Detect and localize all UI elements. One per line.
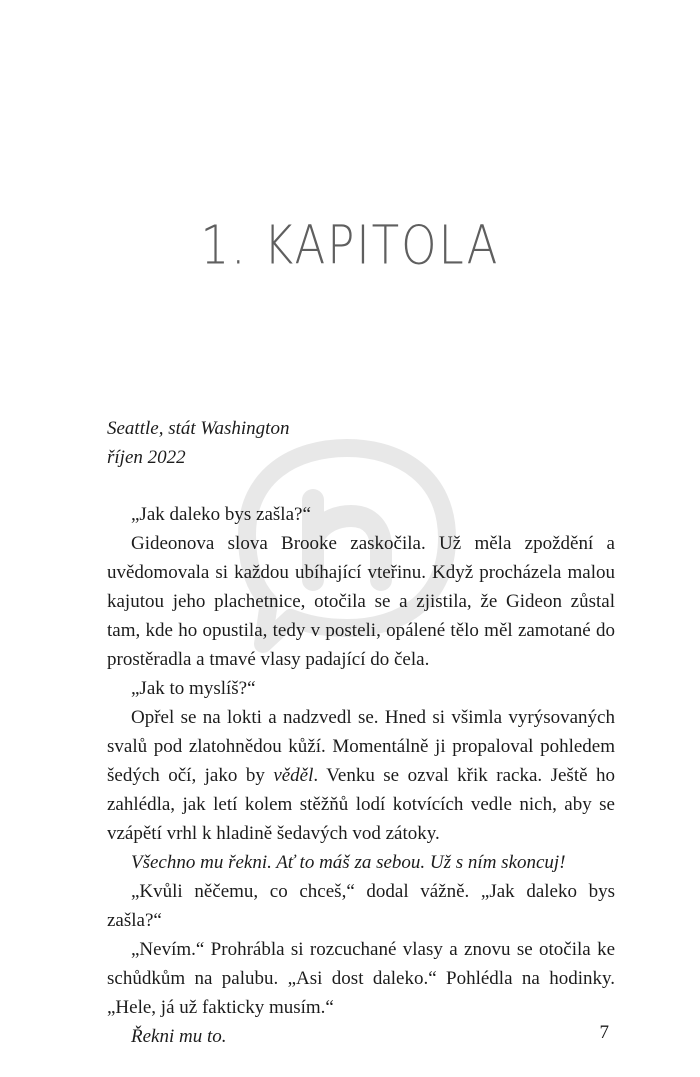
chapter-text xyxy=(107,414,615,1051)
thought-paragraph xyxy=(107,848,615,877)
paragraph xyxy=(107,703,615,848)
thought-paragraph xyxy=(107,1022,615,1051)
paragraph-text: . Venku se ozval křik racka. Ještě ho zahlédla, jak letí kolem stěžňů lodí kotvících vedle nich, aby se vzápětí vrhl k hladině šedavých vod zátoky. xyxy=(107,765,616,844)
thought-text: Všechno mu řekni. Ať to máš za sebou. Už s ním skoncuj! xyxy=(131,852,566,873)
location-date: říjen 2022 xyxy=(107,447,186,468)
chapter-title: 1. KAPITOLA xyxy=(200,214,500,277)
page-number: 7 xyxy=(599,1022,609,1043)
paragraph: „Nevím.“ Prohrábla si rozcuchané vlasy a znovu se otočila ke schůdkům na palubu. „Asi dost daleko.“ Pohlédla na hodinky. „Hele, já už fakticky musím.“ xyxy=(107,939,615,1018)
location-place: Seattle, stát Washington xyxy=(107,418,290,439)
paragraph: Gideonova slova Brooke zaskočila. Už měla zpoždění a uvědomovala si každou ubíhající vteřinu. Když procházela malou kajutou jeho plachetnice, otočila se a zjistila, že Gideon zůstal tam, kde ho opustila, tedy v posteli, opálené tělo měl zamotané do prostěradla a tmavé vlasy padající do čela. xyxy=(107,533,615,670)
paragraph: „Jak daleko bys zašla?“ xyxy=(131,504,311,525)
spacer xyxy=(107,472,615,500)
italic-word: věděl xyxy=(273,765,314,786)
paragraph: „Jak to myslíš?“ xyxy=(131,678,256,699)
thought-text: Řekni mu to. xyxy=(131,1026,227,1047)
paragraph-text: Opřel se na lokti a nadzvedl se. Hned si všimla vyrýsovaných svalů pod zlatohnědou kůží. Momentálně ji propaloval pohledem šedých očí, jako by xyxy=(107,707,615,786)
paragraph: „Kvůli něčemu, co chceš,“ dodal vážně. „Jak daleko bys zašla?“ xyxy=(107,881,615,931)
